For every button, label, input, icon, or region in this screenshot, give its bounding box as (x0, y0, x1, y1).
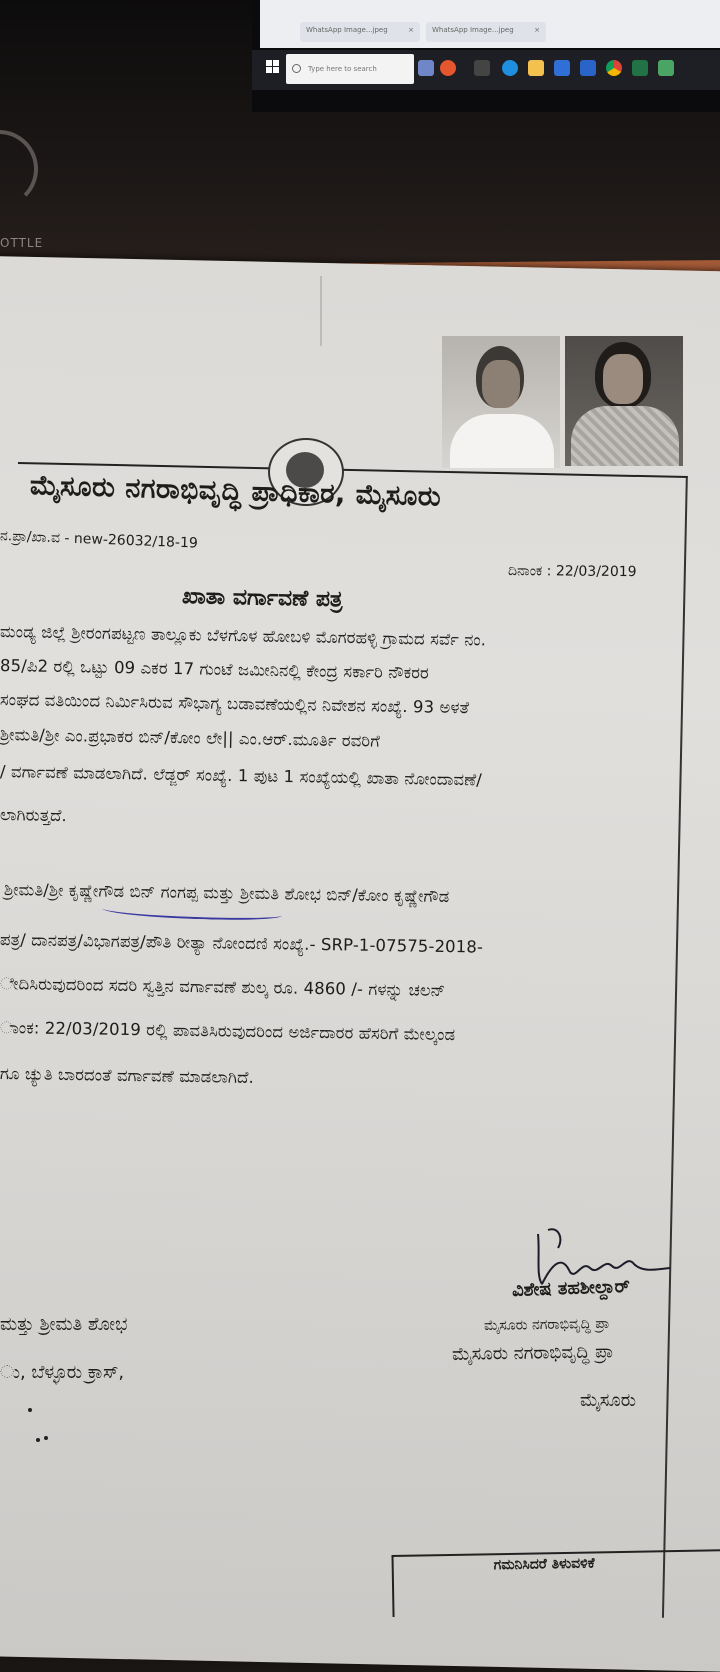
chrome-icon[interactable] (606, 60, 622, 76)
close-icon[interactable]: × (534, 26, 540, 34)
windows-start-icon[interactable] (266, 60, 280, 74)
body-line: / ವರ್ಗಾವಣೆ ಮಾಡಲಾಗಿದೆ. ಲೆಡ್ಜರ್ ಸಂಖ್ಯೆ. 1 ಪುಟ 1 ಸಂಖ್ಯೆಯಲ್ಲಿ ಖಾತಾ ನೋಂದಾವಣೆ/ (0, 762, 483, 790)
search-placeholder: Type here to search (308, 65, 377, 73)
mark-dot (36, 1438, 40, 1442)
body-line: ಗೂ ಚ್ಯುತಿ ಬಾರದಂತೆ ವರ್ಗಾವಣೆ ಮಾಡಲಾಗಿದೆ. (0, 1064, 255, 1087)
signatory-city: ಮೈಸೂರು (580, 1390, 636, 1411)
body-line: ಾಂಕ: 22/03/2019 ರಲ್ಲಿ ಪಾವತಿಸಿರುವುದರಿಂದ ಅರ್ಜಿದಾರರ ಹೆಸರಿಗೆ ಮೇಲ್ಕಂಡ (0, 1018, 456, 1045)
body-line: ಶ್ರೀಮತಿ/ಶ್ರೀ ಎಂ.ಪ್ರಭಾಕರ ಬಿನ್/ಕೋಂ ಲೇ|| ಎಂ.ಆರ್.ಮೂರ್ತಿ ರವರಿಗೆ (0, 725, 381, 751)
screen-tab[interactable] (300, 22, 420, 42)
document-date: ದಿನಾಂಕ : 22/03/2019 (507, 563, 637, 581)
page-title: ಮೈಸೂರು ನಗರಾಭಿವೃದ್ಧಿ ಪ್ರಾಧಿಕಾರ, ಮೈಸೂರು (29, 470, 442, 513)
signatory-designation: ವಿಶೇಷ ತಹಶೀಲ್ದಾರ್ (511, 1275, 631, 1301)
bottle-label: OTTLE (0, 236, 44, 250)
addressee-line: ು, ಬೆಳ್ಳೂರು ಕ್ರಾಸ್, (0, 1362, 125, 1383)
seal-text: ಮೈಸೂರು ನಗರಾಭಿವೃದ್ಧಿ ಪ್ರಾ (483, 1315, 610, 1334)
paper-fold (320, 276, 322, 346)
body-line: ಶ್ರೀಮತಿ/ಶ್ರೀ ಕೃಷ್ಣೇಗೌಡ ಬಿನ್ ಗಂಗಪ್ಪ ಮತ್ತು ಶ್ರೀಮತಿ ಶೋಭ ಬಿನ್/ಕೋಂ ಕೃಷ್ಣೇಗೌಡ (3, 880, 450, 906)
photo-face (603, 354, 643, 404)
screen-tab[interactable] (426, 22, 546, 42)
mark-dot (44, 1436, 48, 1440)
edge-icon[interactable] (502, 60, 518, 76)
body-line: ೇದಿಸಿರುವುದರಿಂದ ಸದರಿ ಸ್ವತ್ತಿನ ವರ್ಗಾವಣೆ ಶುಲ್ಕ ರೂ. 4860 /- ಗಳನ್ನು ಚಲನ್ (0, 974, 446, 1000)
reference-number: ನ.ಪ್ರಾ/ಖಾ.ವ - new-26032/18-19 (0, 528, 199, 552)
applicant-photo-man (442, 336, 560, 468)
body-line: ಲಾಗಿರುತ್ತದೆ. (0, 805, 68, 826)
search-icon (292, 64, 301, 73)
store-icon[interactable] (554, 60, 570, 76)
body-line: ಸಂಘದ ವತಿಯಿಂದ ನಿರ್ಮಿಸಿರುವ ಸೌಭಾಗ್ಯ ಬಡಾವಣೆಯಲ್ಲಿನ ನಿವೇಶನ ಸಂಖ್ಯೆ. 93 ಅಳತೆ (0, 690, 470, 718)
document-heading: ಖಾತಾ ವರ್ಗಾವಣೆ ಪತ್ರ (181, 584, 343, 613)
taskbar-search-input[interactable] (286, 54, 414, 84)
photo-shirt (450, 414, 554, 468)
footer-box (391, 1549, 720, 1617)
signatory-office: ಮೈಸೂರು ನಗರಾಭಿವೃದ್ಧಿ ಪ್ರಾ (451, 1341, 614, 1365)
monitor-screen (260, 0, 720, 48)
monitor (252, 0, 720, 112)
taskbar-app-icon[interactable] (418, 60, 434, 76)
screen-tab-label: WhatsApp Image...jpeg (306, 26, 388, 34)
close-icon[interactable]: × (408, 26, 414, 34)
excel-icon[interactable] (632, 60, 648, 76)
file-explorer-icon[interactable] (528, 60, 544, 76)
task-view-icon[interactable] (474, 60, 490, 76)
screen-tab-label: WhatsApp Image...jpeg (432, 26, 514, 34)
body-line: ಮಂಡ್ಯ ಜಿಲ್ಲೆ ಶ್ರೀರಂಗಪಟ್ಟಣ ತಾಲ್ಲೂಕು ಬೆಳಗೊಳ ಹೋಬಳಿ ಮೊಗರಹಳ್ಳಿ ಗ್ರಾಮದ ಸರ್ವೆ ನಂ. (0, 622, 487, 650)
taskbar-app-icon[interactable] (440, 60, 456, 76)
addressee-line: ಮತ್ತು ಶ್ರೀಮತಿ ಶೋಭ (0, 1314, 128, 1335)
photo-saree (571, 406, 679, 466)
photo-face (482, 360, 520, 408)
mark-dot (28, 1408, 32, 1412)
app-icon[interactable] (658, 60, 674, 76)
body-line: ಪತ್ರ/ ದಾನಪತ್ರ/ವಿಭಾಗಪತ್ರ/ಪೌತಿ ರೀತ್ಯಾ ನೋಂದಣಿ ಸಂಖ್ಯೆ.- SRP-1-07575-2018- (0, 930, 484, 957)
footer-box-text: ಗಮನಿಸಿದರೆ ತಿಳುವಳಿಕೆ (493, 1555, 595, 1574)
mail-icon[interactable] (580, 60, 596, 76)
body-line: 85/ಪಿ2 ರಲ್ಲಿ ಒಟ್ಟು 09 ಎಕರ 17 ಗುಂಟೆ ಜಮೀನಿನಲ್ಲಿ ಕೇಂದ್ರ ಸರ್ಕಾರಿ ನೌಕರರ (0, 656, 430, 683)
taskbar (252, 50, 720, 90)
applicant-photo-woman (565, 336, 683, 466)
